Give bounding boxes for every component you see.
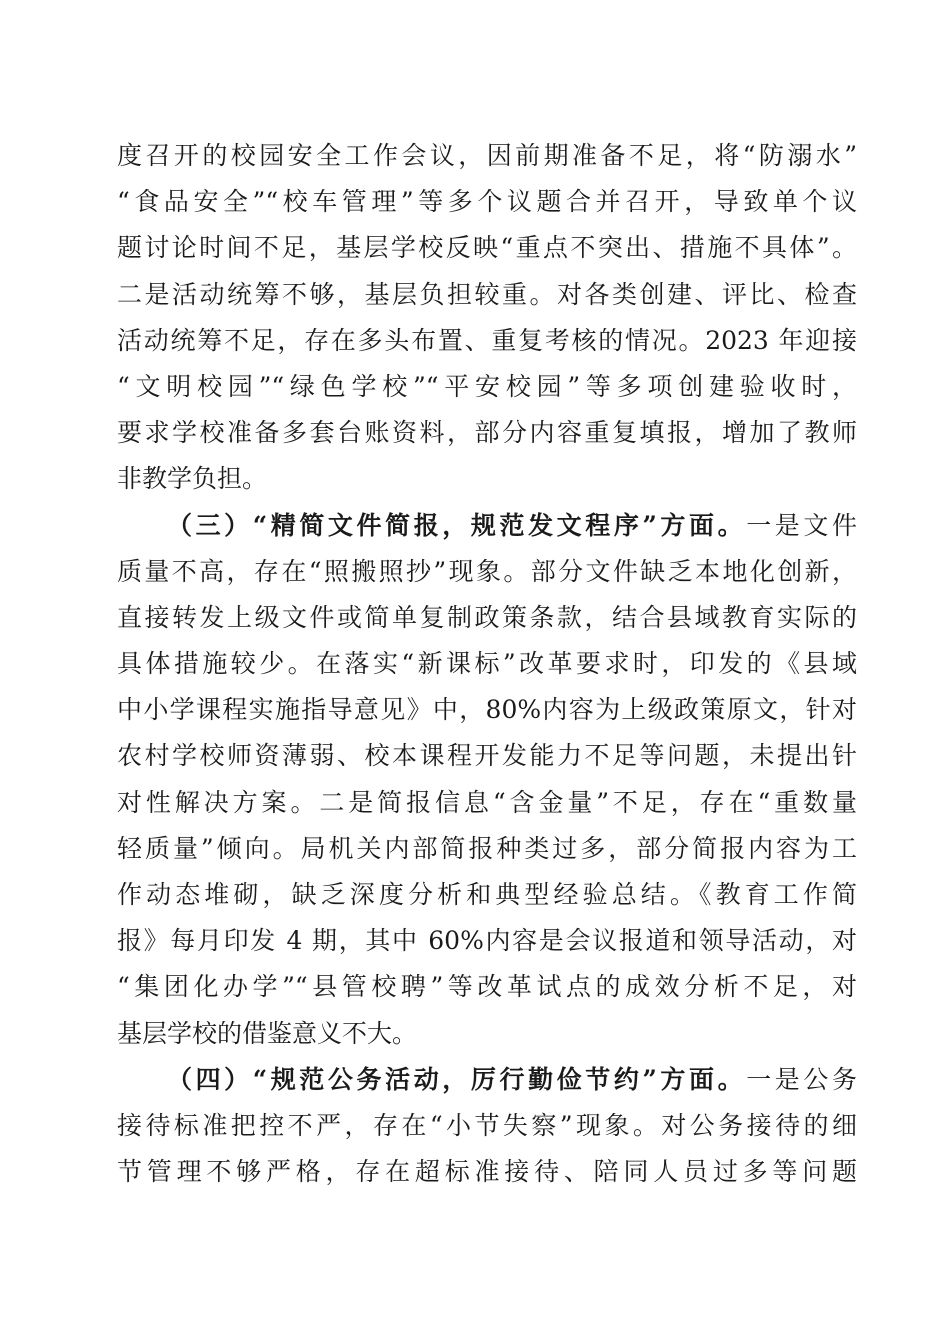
body-line: 作动态堆砌，缺乏深度分析和典型经验总结。《教育工作简 — [117, 880, 857, 909]
body-line: 基层学校的借鉴意义不大。 — [117, 1018, 418, 1048]
body-line: 节管理不够严格，存在超标准接待、陪同人员过多等问题 — [117, 1157, 857, 1187]
body-line: 二是活动统筹不够，基层负担较重。对各类创建、评比、检查 — [117, 279, 857, 309]
section-3-first-line-text: 一是文件 — [746, 510, 857, 540]
document-body — [117, 133, 857, 1195]
section-3-first-line — [117, 503, 857, 549]
body-line: 要求学校准备多套台账资料，部分内容重复填报，增加了教师 — [117, 418, 857, 448]
body-line: 直接转发上级文件或简单复制政策条款，结合县域教育实际的 — [117, 602, 857, 632]
body-line: 活动统筹不足，存在多头布置、重复考核的情况。2023 年迎接 — [117, 325, 857, 355]
body-line: 中小学课程实施指导意见》中，80%内容为上级政策原文，针对 — [117, 695, 857, 725]
body-line: 对性解决方案。二是简报信息“含金量”不足，存在“重数量 — [117, 787, 857, 817]
body-line: 具体措施较少。在落实“新课标”改革要求时，印发的《县域 — [117, 649, 857, 679]
body-line: 接待标准把控不严，存在“小节失察”现象。对公务接待的细 — [117, 1110, 857, 1140]
section-4-first-line-text: 一是公务 — [746, 1064, 857, 1094]
section-3-heading: （三）“精简文件简报，规范发文程序”方面。 — [167, 510, 747, 540]
section-4-heading: （四）“规范公务活动，厉行勤俭节约”方面。 — [167, 1064, 747, 1094]
body-line: “食品安全”“校车管理”等多个议题合并召开，导致单个议 — [117, 187, 857, 217]
section-4-first-line — [117, 1057, 857, 1103]
body-line: 度召开的校园安全工作会议，因前期准备不足，将“防溺水” — [117, 141, 857, 170]
body-line: 题讨论时间不足，基层学校反映“重点不突出、措施不具体”。 — [117, 233, 857, 263]
body-line: 轻质量”倾向。局机关内部简报种类过多，部分简报内容为工 — [117, 833, 857, 863]
body-line: 质量不高，存在“照搬照抄”现象。部分文件缺乏本地化创新， — [117, 556, 857, 586]
body-line: “集团化办学”“县管校聘”等改革试点的成效分析不足，对 — [117, 972, 857, 1002]
body-line: 农村学校师资薄弱、校本课程开发能力不足等问题，未提出针 — [117, 741, 857, 771]
body-line: 报》每月印发 4 期，其中 60%内容是会议报道和领导活动，对 — [117, 926, 857, 956]
body-line: “文明校园”“绿色学校”“平安校园”等多项创建验收时， — [117, 371, 857, 401]
body-line: 非教学负担。 — [117, 464, 268, 494]
